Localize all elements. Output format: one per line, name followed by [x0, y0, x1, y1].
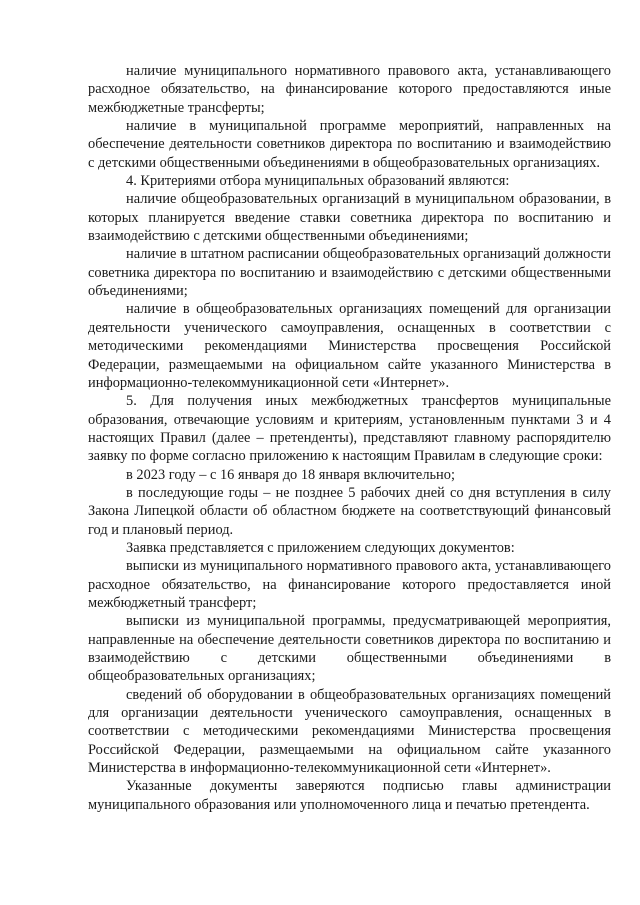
paragraph-criterion-schools: наличие общеобразовательных организаций в муниципальном образовании, в которых планируется введение ставки советника директора по воспитанию и взаимодействию с детскими общественными объединениями; [88, 191, 611, 245]
paragraph-program-requirement: наличие в муниципальной программе мероприятий, направленных на обеспечение деятельности советников директора по воспитанию и взаимодействию с детскими общественными объединениями в общеобразовательных организациях. [88, 118, 611, 171]
paragraph-attachments-heading: Заявка представляется с приложением следующих документов: [126, 539, 515, 556]
paragraph-certification: Указанные документы заверяются подписью главы администрации муниципального образования или уполномоченного лица и печатью претендента. [88, 778, 611, 813]
paragraph-attachment-program: выписки из муниципальной программы, предусматривающей мероприятия, направленные на обеспечение деятельности советников директора по воспитанию и взаимодействию с детскими общественными объединениями в общеобразовательных организациях; [88, 613, 611, 685]
paragraph-application-submission: 5. Для получения иных межбюджетных трансфертов муниципальные образования, отвечающие условиям и критериям, установленным пунктами 3 и 4 настоящих Правил (далее – претенденты), представляют главному распорядителю заявку по форме согласно приложению к настоящим Правилам в следующие сроки: [88, 393, 611, 465]
document-page [88, 62, 611, 814]
paragraph-selection-criteria-heading: 4. Критериями отбора муниципальных образований являются: [126, 173, 510, 190]
paragraph-deadline-following-years: в последующие годы – не позднее 5 рабочих дней со дня вступления в силу Закона Липецкой области об областном бюджете на соответствующий финансовый год и плановый период. [88, 484, 611, 538]
paragraph-attachment-legal-act: выписки из муниципального нормативного правового акта, устанавливающего расходное обязательство, на финансирование которого предоставляется иной межбюджетный трансферт; [88, 558, 611, 611]
paragraph-attachment-equipment: сведений об оборудовании в общеобразовательных организациях помещений для организации деятельности ученического самоуправления, оснащенных в соответствии с методическими рекомендациями Министерства просвещения Российской Федерации, размещаемыми на официальном сайте указанного Министерства в информационно-телекоммуникационной сети «Интернет». [88, 686, 611, 777]
paragraph-criterion-premises: наличие в общеобразовательных организациях помещений для организации деятельности ученического самоуправления, оснащенных в соответствии с методическими рекомендациями Министерства просвещения Российской Федерации, размещаемыми на официальном сайте указанного Министерства в информационно-телекоммуникационной сети «Интернет». [88, 301, 611, 391]
paragraph-deadline-2023: в 2023 году – с 16 января до 18 января включительно; [126, 466, 455, 483]
paragraph-legal-act-requirement: наличие муниципального нормативного правового акта, устанавливающего расходное обязательство, на финансирование которого предоставляются иные межбюджетные трансферты; [88, 63, 611, 116]
paragraph-criterion-staff-position: наличие в штатном расписании общеобразовательных организаций должности советника директора по воспитанию и взаимодействию с детскими общественными объединениями; [88, 246, 611, 300]
